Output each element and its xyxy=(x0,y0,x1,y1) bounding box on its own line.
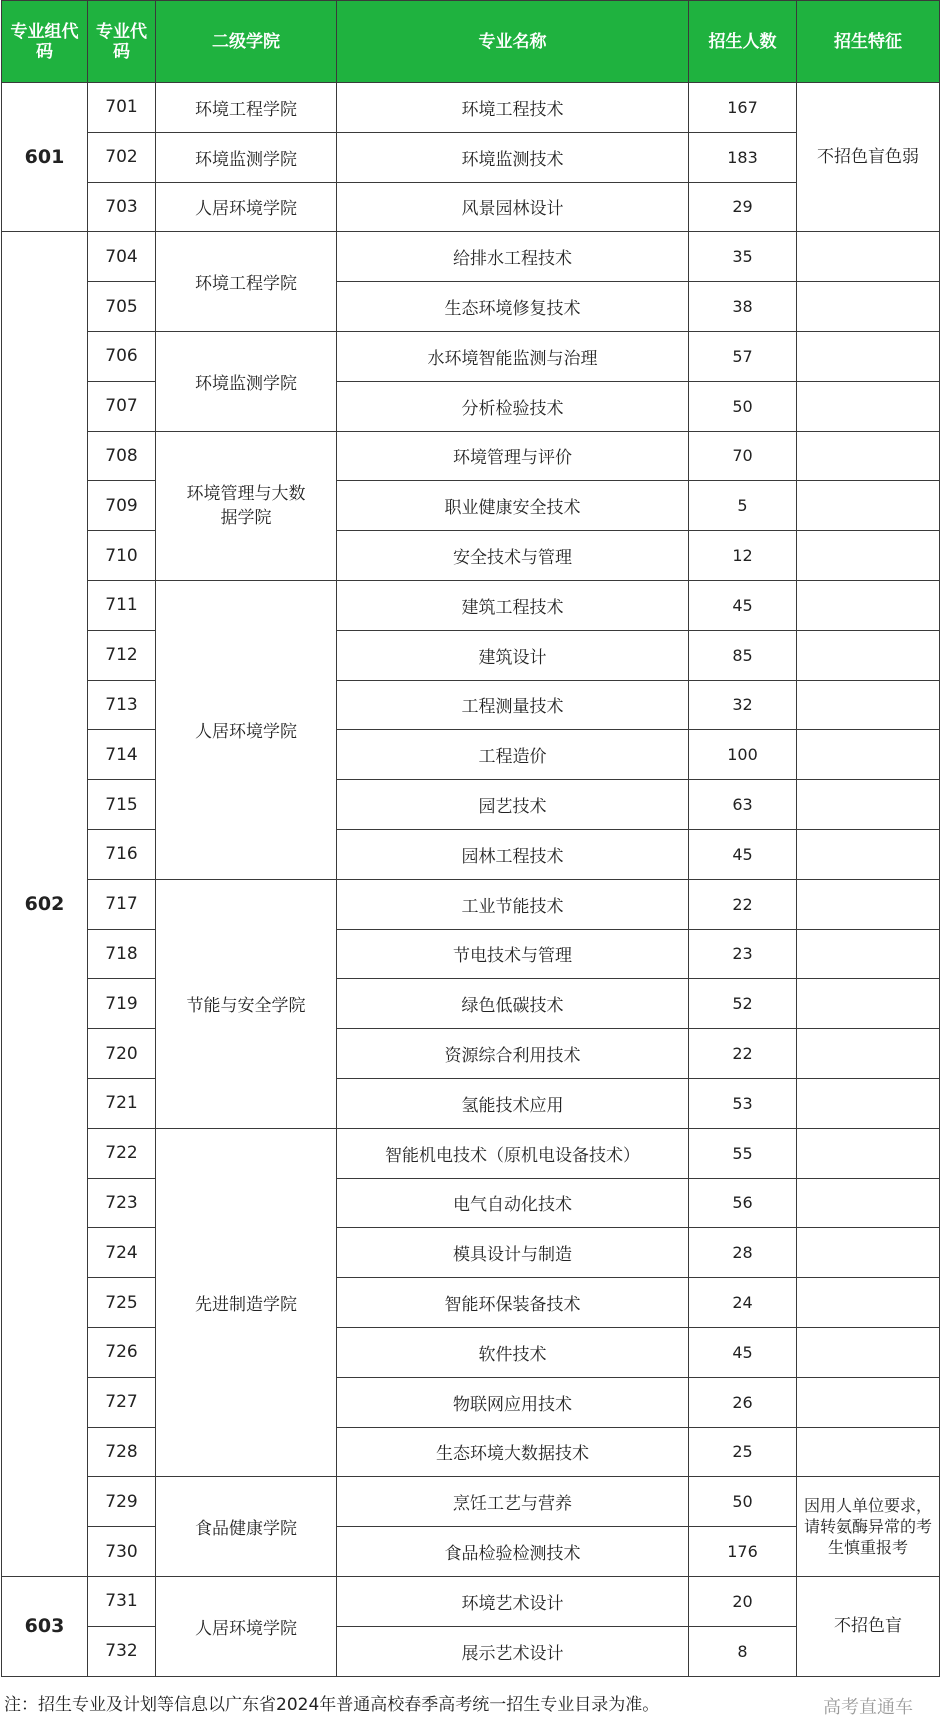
footnote: 注：招生专业及计划等信息以广东省2024年普通高校春季高考统一招生专业目录为准。 xyxy=(4,1695,660,1715)
enrollment-feature xyxy=(797,630,940,680)
major-name: 工程测量技术 xyxy=(337,680,689,730)
enrollment-count: 63 xyxy=(689,780,797,830)
major-name: 给排水工程技术 xyxy=(337,232,689,282)
major-code: 709 xyxy=(88,481,156,531)
enrollment-count: 50 xyxy=(689,1477,797,1527)
enrollment-feature xyxy=(797,1327,940,1377)
major-code: 712 xyxy=(88,630,156,680)
group-code: 602 xyxy=(2,232,88,1577)
table-row xyxy=(2,1576,940,1626)
major-code: 708 xyxy=(88,431,156,481)
enrollment-count: 23 xyxy=(689,929,797,979)
group-code: 601 xyxy=(2,83,88,232)
major-code: 725 xyxy=(88,1278,156,1328)
enrollment-count: 70 xyxy=(689,431,797,481)
enrollment-count: 52 xyxy=(689,979,797,1029)
enrollment-count: 25 xyxy=(689,1427,797,1477)
major-name: 建筑工程技术 xyxy=(337,580,689,630)
header-enrollment: 招生人数 xyxy=(689,1,797,83)
major-name: 环境艺术设计 xyxy=(337,1576,689,1626)
college-name: 环境工程学院 xyxy=(156,83,337,133)
watermark: 高考直通车 xyxy=(823,1697,913,1718)
major-name: 软件技术 xyxy=(337,1327,689,1377)
major-name: 水环境智能监测与治理 xyxy=(337,331,689,381)
enrollment-feature xyxy=(797,680,940,730)
enrollment-feature xyxy=(797,1178,940,1228)
enrollment-feature: 不招色盲 xyxy=(797,1576,940,1676)
table-row xyxy=(2,1128,940,1178)
major-code: 715 xyxy=(88,780,156,830)
enrollment-feature xyxy=(797,979,940,1029)
enrollment-count: 38 xyxy=(689,282,797,332)
enrollment-count: 50 xyxy=(689,381,797,431)
major-code: 719 xyxy=(88,979,156,1029)
major-code: 711 xyxy=(88,580,156,630)
enrollment-count: 176 xyxy=(689,1527,797,1577)
major-name: 绿色低碳技术 xyxy=(337,979,689,1029)
table-row xyxy=(2,929,940,979)
enrollment-count: 55 xyxy=(689,1128,797,1178)
enrollment-count: 22 xyxy=(689,879,797,929)
major-name: 节电技术与管理 xyxy=(337,929,689,979)
table-row xyxy=(2,1078,940,1128)
enrollment-feature xyxy=(797,282,940,332)
table-row xyxy=(2,232,940,282)
major-name: 工程造价 xyxy=(337,730,689,780)
table-row xyxy=(2,780,940,830)
college-name: 环境工程学院 xyxy=(156,232,337,332)
major-code: 704 xyxy=(88,232,156,282)
enrollment-feature xyxy=(797,1377,940,1427)
major-name: 园艺技术 xyxy=(337,780,689,830)
major-code: 716 xyxy=(88,829,156,879)
enrollment-count: 35 xyxy=(689,232,797,282)
college-name: 人居环境学院 xyxy=(156,580,337,879)
major-name: 氢能技术应用 xyxy=(337,1078,689,1128)
major-code: 717 xyxy=(88,879,156,929)
enrollment-count: 56 xyxy=(689,1178,797,1228)
header-feature: 招生特征 xyxy=(797,1,940,83)
table-row xyxy=(2,1327,940,1377)
enrollment-count: 45 xyxy=(689,580,797,630)
major-name: 智能环保装备技术 xyxy=(337,1278,689,1328)
header-college: 二级学院 xyxy=(156,1,337,83)
major-code: 713 xyxy=(88,680,156,730)
enrollment-count: 8 xyxy=(689,1626,797,1676)
major-code: 721 xyxy=(88,1078,156,1128)
major-name: 生态环境大数据技术 xyxy=(337,1427,689,1477)
table-row xyxy=(2,630,940,680)
enrollment-feature xyxy=(797,381,940,431)
enrollment-count: 29 xyxy=(689,182,797,232)
major-name: 环境监测技术 xyxy=(337,132,689,182)
major-name: 物联网应用技术 xyxy=(337,1377,689,1427)
enrollment-count: 5 xyxy=(689,481,797,531)
major-name: 烹饪工艺与营养 xyxy=(337,1477,689,1527)
header-group-code: 专业组代码 xyxy=(2,1,88,83)
enrollment-count: 57 xyxy=(689,331,797,381)
table-row xyxy=(2,879,940,929)
major-code: 731 xyxy=(88,1576,156,1626)
major-code: 720 xyxy=(88,1029,156,1079)
table-row xyxy=(2,531,940,581)
major-name: 展示艺术设计 xyxy=(337,1626,689,1676)
major-name: 食品检验检测技术 xyxy=(337,1527,689,1577)
table-row xyxy=(2,1477,940,1527)
major-code: 732 xyxy=(88,1626,156,1676)
college-name: 食品健康学院 xyxy=(156,1477,337,1577)
enrollment-table xyxy=(1,0,940,1677)
header-major-name: 专业名称 xyxy=(337,1,689,83)
major-code: 705 xyxy=(88,282,156,332)
enrollment-feature xyxy=(797,1427,940,1477)
major-code: 706 xyxy=(88,331,156,381)
enrollment-feature xyxy=(797,1078,940,1128)
table-row xyxy=(2,282,940,332)
major-name: 安全技术与管理 xyxy=(337,531,689,581)
enrollment-feature xyxy=(797,1029,940,1079)
enrollment-feature xyxy=(797,531,940,581)
table-row xyxy=(2,331,940,381)
enrollment-count: 20 xyxy=(689,1576,797,1626)
enrollment-count: 28 xyxy=(689,1228,797,1278)
enrollment-count: 22 xyxy=(689,1029,797,1079)
table-row xyxy=(2,680,940,730)
enrollment-count: 167 xyxy=(689,83,797,133)
college-name: 环境监测学院 xyxy=(156,132,337,182)
enrollment-feature xyxy=(797,829,940,879)
major-code: 702 xyxy=(88,132,156,182)
college-name: 环境监测学院 xyxy=(156,331,337,431)
enrollment-feature xyxy=(797,431,940,481)
major-name: 工业节能技术 xyxy=(337,879,689,929)
table-row xyxy=(2,730,940,780)
college-name-text: 环境管理与大数据学院 xyxy=(186,483,306,528)
table-row xyxy=(2,829,940,879)
major-code: 703 xyxy=(88,182,156,232)
major-name: 环境管理与评价 xyxy=(337,431,689,481)
major-code: 701 xyxy=(88,83,156,133)
enrollment-feature xyxy=(797,1228,940,1278)
enrollment-feature xyxy=(797,580,940,630)
major-code: 723 xyxy=(88,1178,156,1228)
college-name: 人居环境学院 xyxy=(156,182,337,232)
enrollment-count: 85 xyxy=(689,630,797,680)
college-name: 人居环境学院 xyxy=(156,1576,337,1676)
major-name: 模具设计与制造 xyxy=(337,1228,689,1278)
major-code: 728 xyxy=(88,1427,156,1477)
enrollment-feature xyxy=(797,1278,940,1328)
major-name: 建筑设计 xyxy=(337,630,689,680)
enrollment-count: 32 xyxy=(689,680,797,730)
enrollment-count: 24 xyxy=(689,1278,797,1328)
table-row xyxy=(2,1278,940,1328)
table-row xyxy=(2,580,940,630)
major-name: 智能机电技术（原机电设备技术） xyxy=(337,1128,689,1178)
major-code: 722 xyxy=(88,1128,156,1178)
enrollment-count: 183 xyxy=(689,132,797,182)
major-name: 园林工程技术 xyxy=(337,829,689,879)
header-major-code: 专业代码 xyxy=(88,1,156,83)
enrollment-feature xyxy=(797,331,940,381)
major-code: 724 xyxy=(88,1228,156,1278)
table-row xyxy=(2,1427,940,1477)
major-name: 风景园林设计 xyxy=(337,182,689,232)
table-row xyxy=(2,83,940,133)
table-row xyxy=(2,481,940,531)
table-row xyxy=(2,381,940,431)
major-code: 730 xyxy=(88,1527,156,1577)
enrollment-count: 12 xyxy=(689,531,797,581)
major-name: 分析检验技术 xyxy=(337,381,689,431)
major-code: 727 xyxy=(88,1377,156,1427)
major-name: 职业健康安全技术 xyxy=(337,481,689,531)
enrollment-feature xyxy=(797,481,940,531)
enrollment-count: 45 xyxy=(689,829,797,879)
enrollment-count: 100 xyxy=(689,730,797,780)
table-row xyxy=(2,1178,940,1228)
college-name: 节能与安全学院 xyxy=(156,879,337,1128)
major-code: 714 xyxy=(88,730,156,780)
enrollment-feature xyxy=(797,1128,940,1178)
table-header-row xyxy=(2,1,940,83)
table-row xyxy=(2,431,940,481)
enrollment-feature xyxy=(797,929,940,979)
table-row xyxy=(2,1228,940,1278)
major-name: 资源综合利用技术 xyxy=(337,1029,689,1079)
enrollment-feature: 不招色盲色弱 xyxy=(797,83,940,232)
table-row xyxy=(2,1377,940,1427)
enrollment-feature xyxy=(797,879,940,929)
college-name xyxy=(156,431,337,580)
table-row xyxy=(2,1029,940,1079)
major-code: 710 xyxy=(88,531,156,581)
college-name: 先进制造学院 xyxy=(156,1128,337,1477)
major-name: 环境工程技术 xyxy=(337,83,689,133)
enrollment-feature: 因用人单位要求，请转氨酶异常的考生慎重报考 xyxy=(797,1477,940,1577)
enrollment-feature xyxy=(797,232,940,282)
enrollment-count: 26 xyxy=(689,1377,797,1427)
major-code: 726 xyxy=(88,1327,156,1377)
enrollment-feature xyxy=(797,780,940,830)
major-name: 生态环境修复技术 xyxy=(337,282,689,332)
major-code: 718 xyxy=(88,929,156,979)
group-code: 603 xyxy=(2,1576,88,1676)
table-row xyxy=(2,979,940,1029)
enrollment-count: 53 xyxy=(689,1078,797,1128)
major-code: 729 xyxy=(88,1477,156,1527)
major-code: 707 xyxy=(88,381,156,431)
enrollment-feature xyxy=(797,730,940,780)
major-name: 电气自动化技术 xyxy=(337,1178,689,1228)
enrollment-count: 45 xyxy=(689,1327,797,1377)
